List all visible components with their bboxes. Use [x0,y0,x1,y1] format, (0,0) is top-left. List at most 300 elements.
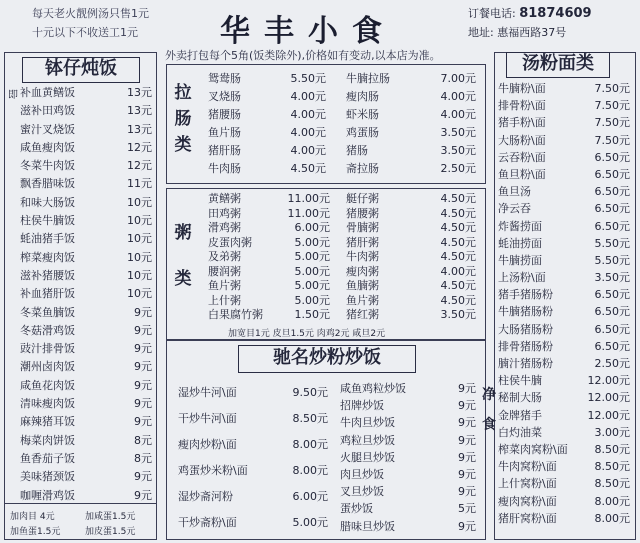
menu-item [346,308,476,323]
menu-item-name: 干炒牛河\面 [178,412,237,425]
menu-item [20,84,152,102]
menu-item-price: 7.50元 [594,116,630,130]
menu-item-price: 9元 [134,342,152,356]
menu-item-name: 叉旦炒饭 [340,485,384,499]
menu-item [20,121,152,139]
menu-item-price: 12.00元 [587,374,630,388]
menu-item-price: 4.50元 [440,293,476,307]
menu-item-name: 和味大肠饭 [20,195,75,209]
menu-item-price: 11.00元 [287,206,330,220]
menu-item-price: 13元 [127,104,152,118]
menu-item-price: 9元 [458,519,476,533]
menu-item-name: 瘦肉窝粉\面 [498,494,557,508]
menu-item-price: 8元 [134,451,152,465]
menu-item [498,407,630,424]
menu-item-name: 瘦肉炒粉\面 [178,438,237,451]
menu-item [20,267,152,285]
menu-item-price: 13元 [127,122,152,136]
menu-item-price: 8元 [134,433,152,447]
menu-item-name: 黄鳝粥 [208,192,241,205]
menu-item [498,132,630,149]
fried-list-right [340,380,476,535]
menu-item-price: 6.50元 [594,150,630,164]
menu-item [208,265,330,280]
menu-item-price: 3.00元 [594,425,630,439]
menu-item [498,200,630,217]
menu-item-price: 6.50元 [594,305,630,319]
menu-item-name: 大肠粉\面 [498,133,546,147]
menu-item [498,235,630,252]
menu-item [346,106,476,124]
menu-item-price: 2.50元 [594,357,630,370]
menu-item [178,510,328,536]
soup-heading: 汤粉面类 [506,52,610,78]
menu-item [178,406,328,432]
menu-item-price: 5.00元 [292,516,328,529]
menu-item-price: 6.50元 [594,167,630,181]
menu-item-price: 4.50元 [440,279,476,292]
menu-item [498,303,630,320]
menu-item-price: 9元 [134,323,152,337]
menu-item-price: 9元 [134,488,152,502]
menu-item [20,139,152,157]
menu-item-name: 鱼片粥 [208,279,241,292]
menu-item-name: 田鸡粥 [208,206,241,220]
menu-item [498,149,630,166]
menu-item-name: 骨腩粥 [346,221,379,234]
menu-item-price: 4.00元 [290,90,326,103]
menu-item-name: 梅菜肉饼饭 [20,433,75,447]
menu-item-price: 4.00元 [290,108,326,121]
menu-item-name: 榨菜肉窝粉\面 [498,442,568,456]
menu-item-name: 柱侯牛腩 [498,374,542,388]
menu-item-name: 咸鱼鸡粒炒饭 [340,382,406,395]
menu-item-price: 9元 [458,433,476,447]
menu-item [346,70,476,88]
menu-item-price: 6.50元 [594,322,630,336]
menu-item [346,192,476,207]
menu-item [20,468,152,486]
soup-list [498,80,630,527]
menu-item-price: 10元 [127,268,152,282]
menu-item-price: 1.50元 [294,308,330,321]
menu-item-name: 及弟粥 [208,250,241,263]
menu-item-name: 蚝油猪手饭 [20,232,75,246]
menu-item-price: 5.00元 [294,235,330,249]
menu-item [346,279,476,294]
menu-item-name: 补血猪肝饭 [20,287,75,301]
menu-item-price: 3.50元 [440,308,476,321]
menu-item-price: 6.50元 [594,185,630,199]
menu-item [340,397,476,414]
menu-item-name: 冬菜牛肉饭 [20,159,75,173]
menu-item [346,221,476,236]
menu-item [498,269,630,286]
menu-item-name: 蛋炒饭 [340,502,373,516]
menu-item-price: 4.50元 [290,162,326,175]
menu-item-name: 斋拉肠 [346,162,379,175]
menu-item-price: 9元 [458,485,476,499]
menu-item [346,250,476,265]
stew-badge: 即 [8,90,18,101]
menu-item-name: 皮蛋肉粥 [208,235,252,249]
menu-item [498,97,630,114]
menu-item [20,304,152,322]
menu-item-name: 上什窝粉\面 [498,477,557,491]
menu-item [498,183,630,200]
menu-item [208,192,330,207]
menu-item [20,157,152,175]
address-line [468,25,566,41]
menu-item [208,207,330,222]
menu-item [340,414,476,431]
notice-soup: 每天老火靓例汤只售1元 [32,7,149,20]
menu-item [20,358,152,376]
menu-item [346,294,476,309]
menu-item [498,218,630,235]
menu-item-name: 美味猪颈饭 [20,470,75,484]
menu-item-price: 4.00元 [290,144,326,157]
menu-item [498,252,630,269]
stew-extra-1a: 加肉目 4元 [10,512,55,522]
menu-item-name: 柱侯牛腩饭 [20,214,75,228]
menu-item-price: 5元 [458,502,476,516]
menu-item [208,70,326,88]
menu-item-price: 2.50元 [440,162,476,175]
menu-item-price: 5.00元 [294,250,330,263]
menu-item-name: 豉汁排骨饭 [20,342,75,356]
menu-item [20,194,152,212]
roll-list-right [346,70,476,178]
stew-list [20,84,152,505]
menu-item-name: 冬菇滑鸡饭 [20,323,75,337]
menu-item-price: 10元 [127,250,152,264]
stew-extra-2a: 加鱼蛋1.5元 [10,527,61,537]
menu-item-name: 咸鱼瘦肉饭 [20,140,75,154]
notice-delivery: 十元以下不收送工1元 [32,26,138,39]
menu-item [498,114,630,131]
menu-item [498,286,630,303]
menu-item [208,124,326,142]
menu-item [498,475,630,492]
menu-item-name: 鱼旦粉\面 [498,167,546,181]
congee-addons: 加宽目1元 皮旦1.5元 肉鸡2元 咸旦2元 [228,329,386,339]
congee-list-right [346,192,476,323]
menu-item-price: 5.50元 [594,253,630,267]
menu-item-price: 4.00元 [440,90,476,103]
menu-item-name: 牛肉窝粉\面 [498,460,557,474]
menu-item-name: 瘦肉肠 [346,90,379,103]
menu-item [498,493,630,510]
menu-item [340,449,476,466]
menu-item-price: 8.50元 [594,460,630,474]
menu-item-name: 炸酱捞面 [498,219,542,233]
menu-item-price: 3.50元 [440,126,476,139]
menu-item [346,88,476,106]
menu-item-price: 4.50元 [440,221,476,234]
menu-item [340,483,476,500]
address-label: 地址: [468,26,494,39]
menu-item-name: 牛肉肠 [208,162,241,175]
menu-item [208,88,326,106]
menu-item-price: 4.50元 [440,192,476,205]
stew-divider [4,503,157,504]
menu-item-price: 6.50元 [594,288,630,302]
menu-item [498,510,630,527]
menu-item [340,380,476,397]
menu-item [20,285,152,303]
menu-item-price: 3.50元 [440,144,476,157]
menu-item-name: 火腿旦炒饭 [340,450,395,464]
menu-item-name: 麻辣猪耳饭 [20,415,75,429]
menu-item [178,458,328,484]
menu-item-name: 滋补猪腰饭 [20,268,75,282]
menu-item-name: 上汤粉\面 [498,271,546,285]
menu-item-price: 7.50元 [594,82,630,95]
menu-item [20,102,152,120]
menu-item-name: 猪腰肠 [208,108,241,121]
soup-side-char-1: 净 [482,387,496,403]
menu-item-price: 12.00元 [587,408,630,422]
menu-item [208,106,326,124]
menu-item [20,230,152,248]
menu-item-name: 猪红粥 [346,308,379,321]
menu-item-price: 4.50元 [440,206,476,220]
menu-item-name: 鸡蛋炒米粉\面 [178,464,248,477]
menu-item-price: 9元 [134,378,152,392]
menu-item [208,236,330,251]
menu-item-name: 秘制大肠 [498,391,542,405]
menu-item-price: 9元 [134,360,152,374]
menu-item-name: 干炒斋粉\面 [178,516,237,529]
menu-item [498,389,630,406]
menu-item [498,372,630,389]
menu-item-name: 上什粥 [208,293,241,307]
menu-item-price: 9元 [134,397,152,411]
menu-item-name: 滑鸡粥 [208,221,241,234]
menu-item-name: 猪手粉\面 [498,116,546,130]
menu-item [498,355,630,372]
menu-item-name: 大肠猪肠粉 [498,322,553,336]
menu-item [346,160,476,178]
menu-item-name: 招牌炒饭 [340,399,384,413]
menu-item [20,377,152,395]
menu-item-name: 腩汁猪肠粉 [498,357,553,370]
menu-item-price: 13元 [127,86,152,99]
menu-item-name: 咖喱滑鸡饭 [20,488,75,502]
menu-item [346,207,476,222]
takeout-note: 外卖打包每个5角(饭类除外),价格如有变动,以本店为准。 [165,49,441,62]
menu-item-name: 补血黄鳝饭 [20,86,75,99]
menu-item [340,432,476,449]
menu-item-name: 湿炒牛河\面 [178,386,237,399]
menu-item-name: 金牌猪手 [498,408,542,422]
menu-item-price: 12元 [127,140,152,154]
fried-heading: 驰名炒粉炒饭 [238,345,416,373]
menu-item-name: 猪肝粥 [346,235,379,249]
menu-item-name: 猪肠 [346,144,368,157]
menu-item-name: 滋补田鸡饭 [20,104,75,118]
menu-item-name: 蜜汁叉烧饭 [20,122,75,136]
fried-list-left [178,380,328,536]
menu-item-name: 鱼香茄子饭 [20,451,75,465]
menu-item [208,250,330,265]
menu-item-price: 8.50元 [292,412,328,425]
menu-item-name: 瘦肉粥 [346,264,379,278]
menu-item-price: 9元 [458,416,476,430]
menu-item-name: 净云吞 [498,202,531,216]
menu-item [20,249,152,267]
menu-item [208,294,330,309]
menu-item [498,321,630,338]
menu-item-price: 8.00元 [292,464,328,477]
menu-item-price: 6.50元 [594,219,630,233]
menu-item-name: 叉烧肠 [208,90,241,103]
menu-item-name: 潮州卤肉饭 [20,360,75,374]
menu-item-price: 9元 [458,382,476,395]
menu-item-price: 4.50元 [440,250,476,263]
menu-item-price: 10元 [127,232,152,246]
menu-item [208,142,326,160]
menu-item-name: 牛腩拉肠 [346,72,390,85]
menu-item-name: 鸳鸯肠 [208,72,241,85]
menu-item [208,221,330,236]
menu-item [208,308,330,323]
roll-heading: 拉肠类 [174,83,192,155]
menu-item [178,380,328,406]
menu-item-price: 8.00元 [292,438,328,451]
menu-item-name: 牛肉旦炒饭 [340,416,395,430]
menu-item-price: 6.00元 [292,490,328,503]
menu-item-price: 11.00元 [287,192,330,205]
congee-heading: 粥类 [174,223,192,289]
roll-list-left [208,70,326,178]
menu-item [20,413,152,431]
menu-item-name: 牛腩猪肠粉 [498,305,553,319]
menu-item-name: 飘香腊味饭 [20,177,75,191]
menu-item-price: 7.00元 [440,72,476,85]
stew-extra-1b: 加咸蛋1.5元 [85,512,136,522]
menu-item-price: 6.00元 [294,221,330,234]
menu-item [498,458,630,475]
menu-item-name: 鱼片粥 [346,293,379,307]
menu-item [498,80,630,97]
menu-item-name: 白果腐竹粥 [208,308,263,321]
menu-item-name: 鸡粒旦炒饭 [340,433,395,447]
menu-item-name: 虾米肠 [346,108,379,121]
menu-item-price: 10元 [127,287,152,301]
menu-item-price: 6.50元 [594,339,630,353]
menu-item [178,432,328,458]
menu-item-price: 9元 [458,467,476,481]
menu-item-price: 3.50元 [594,271,630,285]
address-value: 惠福西路37号 [497,26,567,39]
page-title: 华丰小食 [220,14,396,49]
menu-item-price: 5.50元 [290,72,326,85]
menu-item [208,279,330,294]
menu-item-name: 鱼片肠 [208,126,241,139]
menu-item-name: 艇仔粥 [346,192,379,205]
menu-item-price: 4.00元 [440,264,476,278]
menu-item-price: 11元 [127,177,152,191]
stew-heading: 钵仔炖饭 [22,57,140,83]
menu-item [340,466,476,483]
menu-item-price: 4.00元 [440,108,476,121]
menu-item-name: 白灼油菜 [498,425,542,439]
menu-item [340,500,476,517]
congee-list-left [208,192,330,323]
menu-item [340,518,476,535]
menu-item-price: 8.00元 [594,494,630,508]
menu-item-name: 牛腩捞面 [498,253,542,267]
menu-item-name: 榨菜瘦肉饭 [20,250,75,264]
menu-item-price: 9元 [134,415,152,429]
phone-label: 订餐电话: [468,7,516,20]
menu-item-name: 湿炒斋河粉 [178,490,233,503]
menu-item-name: 冬菜鱼腩饭 [20,305,75,319]
menu-item-name: 腰润粥 [208,264,241,278]
menu-item [498,338,630,355]
menu-item-price: 8.00元 [594,511,630,525]
menu-item [20,175,152,193]
menu-item-price: 4.00元 [290,126,326,139]
menu-item [20,212,152,230]
menu-item [346,124,476,142]
menu-item-price: 5.00元 [294,264,330,278]
menu-item-price: 9元 [458,450,476,464]
menu-item [20,340,152,358]
soup-side-char-2: 食 [482,417,496,433]
menu-item-price: 8.50元 [594,442,630,456]
menu-item-price: 8.50元 [594,477,630,491]
menu-item-price: 9元 [134,470,152,484]
menu-item-price: 9元 [458,399,476,413]
menu-item [178,484,328,510]
menu-item-price: 6.50元 [594,202,630,216]
menu-item-name: 咸鱼花肉饭 [20,378,75,392]
menu-item-name: 排骨猪肠粉 [498,339,553,353]
menu-item-price: 9.50元 [292,386,328,399]
menu-item-price: 5.00元 [294,293,330,307]
menu-item [346,142,476,160]
phone-number[interactable]: 81874609 [519,6,592,21]
menu-item-price: 12元 [127,159,152,173]
menu-item-name: 排骨粉\面 [498,99,546,113]
menu-item [20,432,152,450]
menu-item-name: 鸡蛋肠 [346,126,379,139]
menu-item-name: 猪肝窝粉\面 [498,511,557,525]
menu-item-price: 10元 [127,195,152,209]
menu-item [498,166,630,183]
menu-item-name: 腊味旦炒饭 [340,519,395,533]
menu-item [20,322,152,340]
menu-item-price: 9元 [134,305,152,319]
menu-item-price: 12.00元 [587,391,630,405]
menu-item [346,236,476,251]
phone-line [468,6,592,22]
menu-item-price: 7.50元 [594,133,630,147]
menu-item-name: 牛肉粥 [346,250,379,263]
menu-item [208,160,326,178]
menu-item [20,395,152,413]
menu-item-price: 5.00元 [294,279,330,292]
menu-item-name: 猪腰粥 [346,206,379,220]
menu-item [498,424,630,441]
menu-item [498,441,630,458]
menu-item-price: 7.50元 [594,99,630,113]
menu-item-name: 肉旦炒饭 [340,467,384,481]
menu-item-name: 牛腩粉\面 [498,82,546,95]
